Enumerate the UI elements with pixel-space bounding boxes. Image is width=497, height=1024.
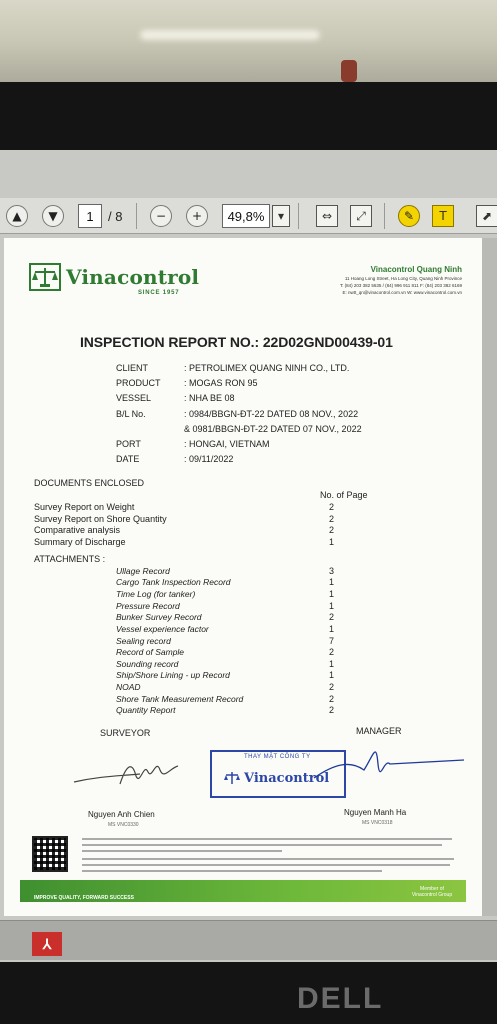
field-value: : MOGAS RON 95 [184,378,258,388]
attachment-name: Shore Tank Measurement Record [116,694,244,704]
documents-heading: DOCUMENTS ENCLOSED [34,478,145,488]
fine-print-line [82,858,454,860]
attachment-name: NOAD [116,682,141,692]
attachment-name: Cargo Tank Inspection Record [116,577,231,587]
attachment-name: Pressure Record [116,601,180,611]
attachment-pages: 1 [329,659,335,669]
document-pages: 2 [329,525,335,535]
attachments-heading: ATTACHMENTS : [34,554,106,564]
logo-wordmark: Vinacontrol [66,265,200,289]
branch-name: Vinacontrol Quang Ninh [370,265,462,274]
report-title: INSPECTION REPORT NO.: 22D02GND00439-01 [80,334,393,350]
toolbar-divider [298,203,299,229]
comment-icon[interactable]: ✎ [398,205,420,227]
document-pages: 1 [329,537,335,547]
branch-phone: T: (84) 203 382 5635 / (84) 996 911 811 F: (84) 203 382 6169 [339,283,462,288]
monitor-screen [0,150,497,962]
document-pages: 2 [329,502,335,512]
vinacontrol-logo [28,262,199,292]
zoom-dropdown-icon[interactable]: ▾ [272,205,290,227]
manager-id: MS VNC0318 [362,820,393,826]
zoom-out-icon[interactable]: − [150,205,172,227]
attachment-pages: 2 [329,612,335,622]
no-of-page-heading: No. of Page [320,490,368,500]
attachment-pages: 1 [329,589,335,599]
branch-email: E: nwtt_qn@vinacontrol.com.vn W: www.vinacontrol.com.vn [342,290,462,295]
attachment-name: Ullage Record [116,566,170,576]
attachment-name: Quantity Report [116,705,176,715]
qr-code [32,836,68,872]
attachment-name: Vessel experience factor [116,624,209,634]
attachment-name: Bunker Survey Record [116,612,202,622]
attachment-name: Ship/Shore Lining - up Record [116,670,230,680]
attachment-pages: 2 [329,694,335,704]
attachment-pages: 7 [329,636,335,646]
field-label: CLIENT [116,363,149,373]
surveyor-name: Nguyen Anh Chien [88,810,155,819]
attachment-pages: 2 [329,647,335,657]
attachment-pages: 1 [329,601,335,611]
field-value: : 09/11/2022 [184,454,234,464]
document-name: Survey Report on Shore Quantity [34,514,167,524]
stamp-wordmark: Vinacontrol [244,771,330,786]
branch-address: 11 Hoang Long Street, Ha Long City, Quang Ninh Province [344,276,462,281]
document-name: Summary of Discharge [34,537,126,547]
field-label: B/L No. [116,409,146,419]
attachment-pages: 1 [329,577,335,587]
ceiling-light [140,30,320,40]
attachment-pages: 2 [329,705,335,715]
next-page-icon[interactable]: ▼ [42,205,64,227]
manager-name: Nguyen Manh Ha [344,808,407,817]
field-value: : NHA BE 08 [184,393,235,403]
footer-member-line: Member of [420,886,444,892]
scrollbar-area[interactable] [482,238,497,916]
field-value: : 0984/BBGN-ĐT-22 DATED 08 NOV., 2022 [184,409,359,419]
field-label: PORT [116,439,141,449]
highlight-text-icon[interactable]: T [432,205,454,227]
page-number-input[interactable]: 1 [78,204,102,228]
manager-label: MANAGER [356,726,402,736]
stamp-scales-icon [224,770,240,786]
field-value: & 0981/BBGN-ĐT-22 DATED 07 NOV., 2022 [184,424,362,434]
fit-width-icon[interactable]: ⇔ [316,205,338,227]
field-label: VESSEL [116,393,152,403]
footer-member [402,886,462,898]
pdf-toolbar [0,198,497,234]
attachment-name: Sealing record [116,636,171,646]
fine-print-line [82,838,452,840]
fine-print-line [82,870,382,872]
branch-contact-block [242,265,462,295]
attachment-pages: 3 [329,566,335,576]
footer-member-line: Vinacontrol Group [411,892,453,898]
footer-slogan: IMPROVE QUALITY, FORWARD SUCCESS [34,895,134,901]
taskbar [0,920,497,960]
zoom-in-icon[interactable]: + [186,205,208,227]
surveyor-label: SURVEYOR [100,728,151,738]
attachment-pages: 1 [329,624,335,634]
document-pages: 2 [329,514,335,524]
document-name: Survey Report on Weight [34,502,135,512]
scales-logo-icon [28,262,62,292]
previous-page-icon[interactable]: ▲ [6,205,28,227]
stamp-caption: THAY MẶT CÔNG TY [244,754,311,760]
field-value: : HONGAI, VIETNAM [184,439,270,449]
fine-print-line [82,864,450,866]
monitor-brand-logo: DELL [297,982,384,1015]
fine-print-line [82,850,282,852]
field-value: : PETROLIMEX QUANG NINH CO., LTD. [184,363,350,373]
document-name: Comparative analysis [34,525,121,535]
field-label: DATE [116,454,140,464]
fine-print-line [82,844,442,846]
field-label: PRODUCT [116,378,161,388]
document-page [4,238,482,916]
since-tagline: SINCE 1957 [138,290,180,296]
attachment-name: Sounding record [116,659,179,669]
background-wall [0,0,497,90]
page-total: / 8 [108,209,123,224]
share-icon[interactable]: ⬈ [476,205,497,227]
surveyor-signature [70,746,190,796]
toolbar-divider [384,203,385,229]
attachment-name: Time Log (for tanker) [116,589,196,599]
surveyor-id: MS VNC0330 [108,822,139,828]
manager-signature [304,734,474,804]
toolbar-divider [136,203,137,229]
pdf-reader-icon[interactable]: ⅄ [32,932,62,956]
attachment-name: Record of Sample [116,647,185,657]
wall-object [341,60,357,82]
attachment-pages: 1 [329,670,335,680]
fit-page-icon[interactable]: ⤢ [350,205,372,227]
zoom-level-field[interactable]: 49,8% [222,204,270,228]
attachment-pages: 2 [329,682,335,692]
